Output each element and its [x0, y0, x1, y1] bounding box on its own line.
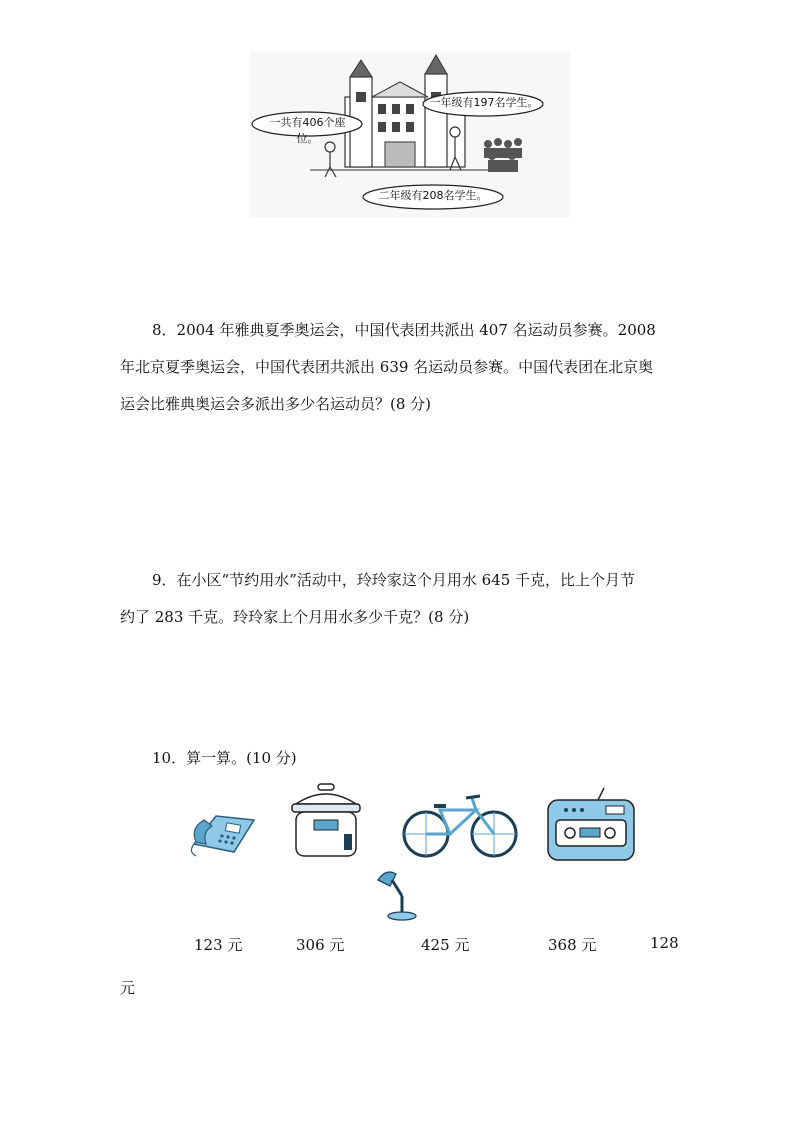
bubble-grade2-text: 二年级有208名学生。: [378, 189, 488, 202]
question-9: [120, 562, 676, 636]
rice-cooker-icon: [290, 782, 362, 866]
price-lamp-number: 128: [650, 934, 679, 952]
bubble-grade1-text: 一年级有197名学生。: [429, 96, 539, 109]
desk-lamp-icon: [372, 866, 420, 926]
q8-line3: 运会比雅典奥运会多派出多少名运动员？(8 分): [120, 395, 432, 413]
q10-title: 10．算一算。(10 分): [152, 749, 297, 767]
telephone-icon: [186, 808, 258, 864]
price-rice-cooker: 306 元: [296, 936, 345, 954]
bicycle-icon: [402, 792, 518, 864]
price-radio: 368 元: [548, 936, 597, 954]
radio-icon: [546, 786, 638, 866]
question-8: [120, 312, 676, 423]
bubble-seats-text: 一共有406个座位。: [269, 116, 346, 145]
school-illustration: [250, 52, 570, 217]
q8-line1: 8．2004 年雅典夏季奥运会，中国代表团共派出 407 名运动员参赛。2008: [152, 321, 656, 339]
q8-line2: 年北京夏季奥运会，中国代表团共派出 639 名运动员参赛。中国代表团在北京奥: [120, 358, 654, 376]
question-10: [120, 740, 676, 777]
price-lamp-unit: 元: [120, 979, 136, 997]
price-bicycle: 425 元: [421, 936, 470, 954]
q9-line1: 9．在小区“节约用水”活动中，玲玲家这个月用水 645 千克，比上个月节: [152, 571, 636, 589]
q9-line2: 约了 283 千克。玲玲家上个月用水多少千克？(8 分): [120, 608, 470, 626]
price-telephone: 123 元: [194, 936, 243, 954]
